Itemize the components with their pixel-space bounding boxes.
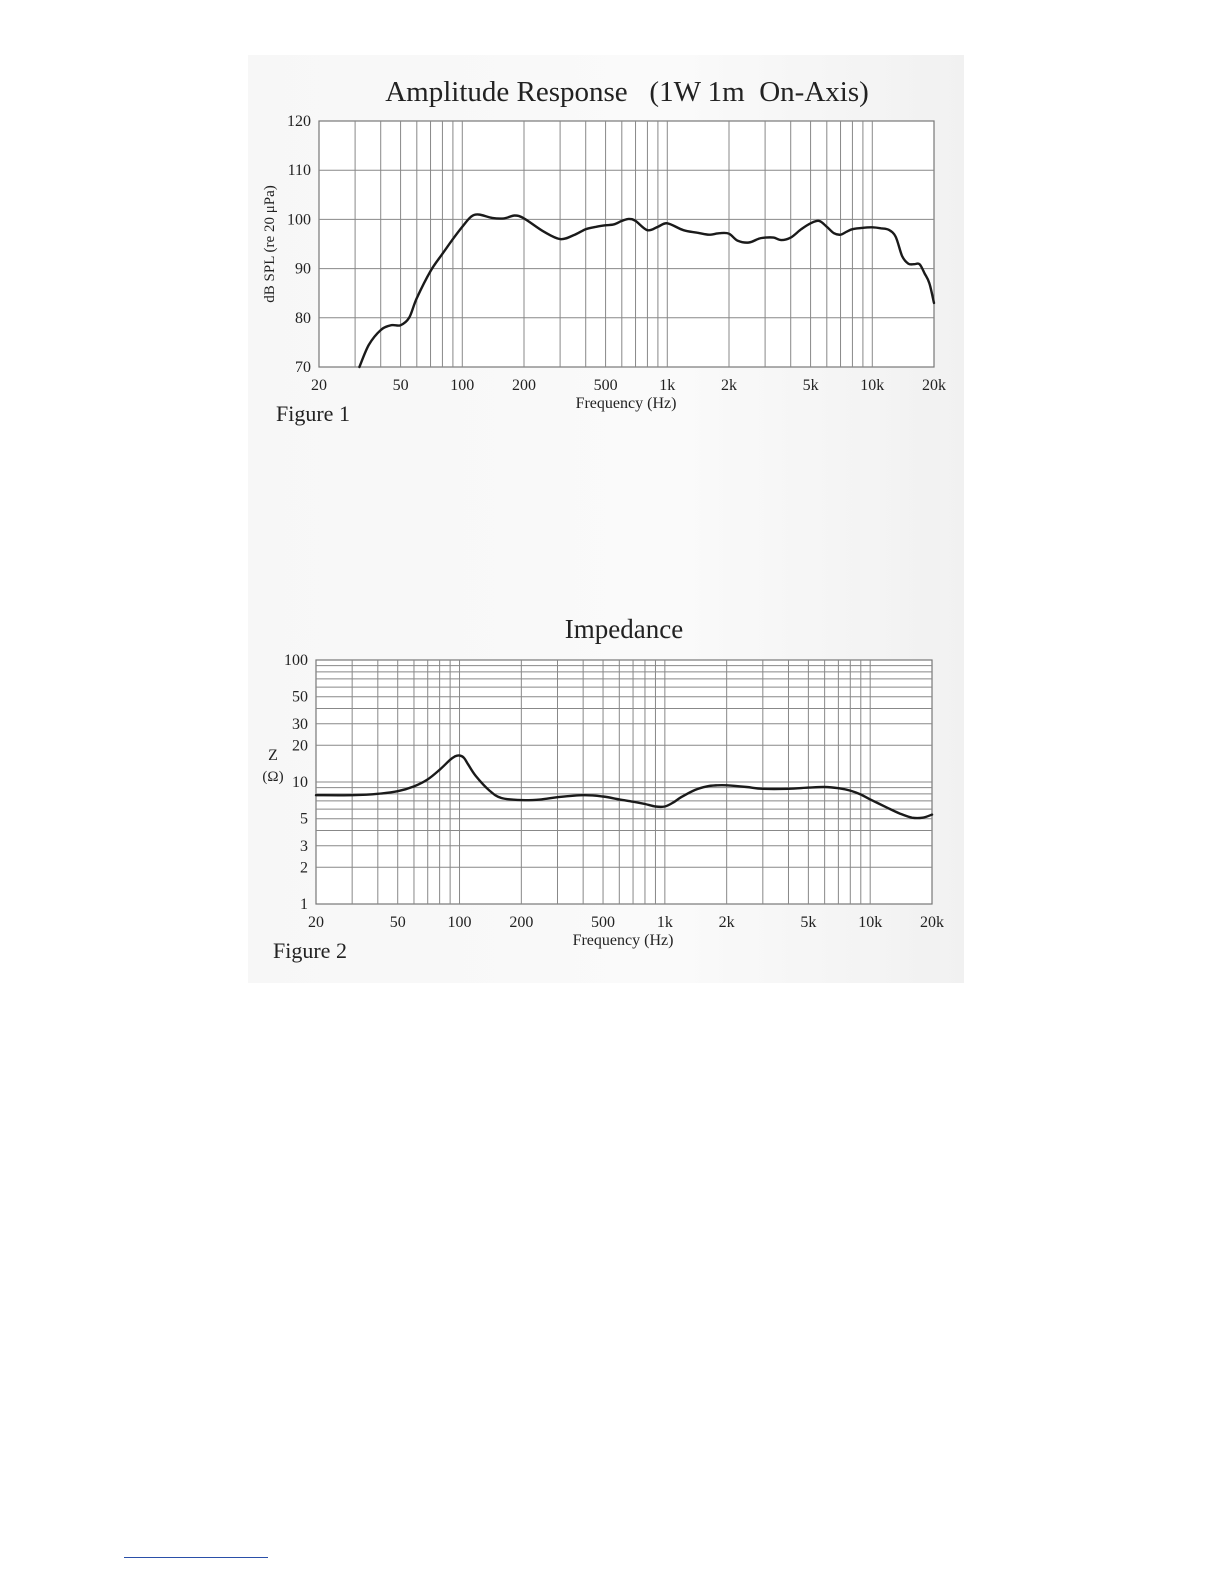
y-tick-label: 10	[292, 774, 308, 791]
chart1-x-tick-labels	[311, 377, 946, 394]
chart2-gridlines	[316, 660, 932, 904]
y-tick-label: 110	[287, 162, 311, 180]
x-tick-label: 50	[392, 377, 409, 394]
x-tick-label: 2k	[718, 914, 735, 931]
x-tick-label: 500	[591, 914, 616, 931]
chart2-y-axis-label-unit: (Ω)	[262, 769, 284, 785]
x-tick-label: 100	[450, 377, 475, 394]
chart2-y-tick-labels	[284, 652, 308, 913]
footnote-separator	[124, 1557, 268, 1558]
y-tick-label: 3	[300, 837, 308, 855]
x-tick-label: 20	[308, 914, 324, 931]
x-tick-label: 200	[509, 914, 534, 931]
y-tick-label: 50	[292, 688, 308, 706]
x-tick-label: 20	[311, 377, 327, 394]
y-tick-label: 2	[300, 859, 308, 877]
x-tick-label: 200	[512, 377, 536, 394]
y-tick-label: 70	[295, 359, 311, 376]
y-tick-label: 120	[287, 113, 311, 130]
chart2-x-tick-labels	[308, 914, 944, 931]
x-tick-label: 2k	[721, 377, 737, 394]
y-tick-label: 5	[300, 810, 308, 828]
chart1-x-axis-label: Frequency (Hz)	[575, 395, 677, 412]
figure-2-caption: Figure 2	[273, 938, 347, 963]
x-tick-label: 50	[389, 914, 406, 931]
chart1-y-tick-labels	[287, 113, 311, 376]
x-tick-label: 1k	[656, 914, 673, 931]
impedance-chart	[262, 614, 944, 963]
chart2-y-axis-label-z: Z	[268, 747, 278, 764]
x-tick-label: 100	[447, 914, 472, 931]
y-tick-label: 20	[292, 737, 308, 755]
x-tick-label: 5k	[800, 914, 817, 931]
x-tick-label: 20k	[920, 914, 944, 931]
y-tick-label: 90	[295, 260, 311, 278]
chart2-title: Impedance	[564, 614, 684, 644]
x-tick-label: 500	[593, 377, 618, 394]
y-tick-label: 100	[284, 652, 308, 669]
chart1-title: Amplitude Response (1W 1m On-Axis)	[385, 76, 869, 108]
y-tick-label: 100	[287, 211, 311, 229]
figure-1-caption: Figure 1	[276, 401, 350, 426]
amplitude-response-chart	[262, 76, 946, 426]
x-tick-label: 1k	[659, 377, 676, 394]
y-tick-label: 80	[295, 309, 311, 327]
x-tick-label: 10k	[860, 377, 885, 394]
chart1-plot-area	[319, 121, 934, 367]
chart1-y-axis-label: dB SPL (re 20 μPa)	[262, 185, 278, 303]
x-tick-label: 10k	[858, 914, 883, 931]
y-tick-label: 30	[292, 715, 308, 733]
chart2-x-axis-label: Frequency (Hz)	[572, 932, 674, 949]
x-tick-label: 20k	[922, 377, 946, 394]
x-tick-label: 5k	[802, 377, 819, 394]
y-tick-label: 1	[300, 896, 308, 913]
